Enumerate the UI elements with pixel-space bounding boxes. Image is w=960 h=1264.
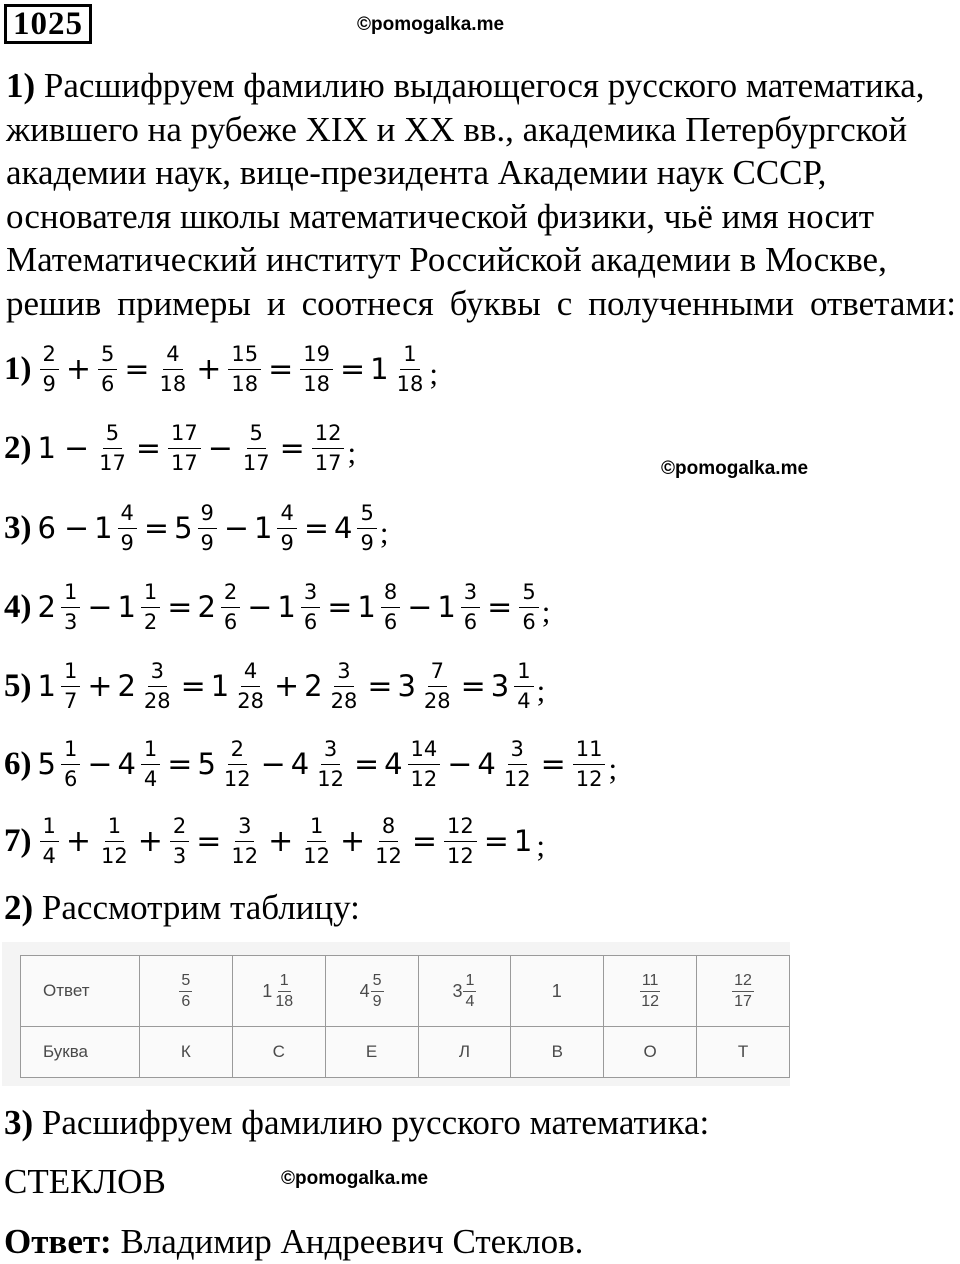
table-cell-answer bbox=[697, 956, 790, 1027]
operator: = bbox=[196, 823, 222, 859]
operator: + bbox=[196, 351, 222, 387]
table-cell-letter: К bbox=[139, 1027, 232, 1078]
equation-end: ; bbox=[536, 828, 545, 863]
operator: = bbox=[540, 746, 566, 782]
fraction-denominator: 18 bbox=[396, 371, 424, 396]
operator: − bbox=[407, 589, 433, 625]
fraction-denominator: 12 bbox=[447, 843, 474, 868]
fraction-denominator: 12 bbox=[317, 766, 344, 791]
fraction-denominator: 4 bbox=[465, 992, 475, 1010]
fraction-denominator: 18 bbox=[231, 371, 259, 396]
part2-label: 2) bbox=[4, 888, 34, 927]
fraction-numerator: 5 bbox=[247, 421, 266, 449]
fraction-numerator: 3 bbox=[334, 659, 353, 687]
fraction-denominator: 12 bbox=[503, 766, 531, 791]
intro-line: жившего на рубеже XIX и XX вв., академика Петербургской bbox=[6, 109, 908, 149]
fraction-denominator: 6 bbox=[463, 609, 478, 634]
problem-number: 1025 bbox=[4, 4, 92, 44]
whole-number: 2 bbox=[117, 669, 136, 703]
fraction-numerator: 5 bbox=[357, 501, 376, 529]
fraction bbox=[221, 737, 254, 792]
operator: = bbox=[124, 351, 150, 387]
fraction bbox=[328, 659, 361, 714]
answer-fraction bbox=[463, 972, 476, 1011]
operator: = bbox=[167, 589, 193, 625]
fraction-denominator: 3 bbox=[172, 843, 187, 868]
operator: = bbox=[268, 351, 294, 387]
answer-fraction bbox=[273, 972, 295, 1011]
equation-number: 5) bbox=[4, 667, 32, 704]
intro-line: Математический институт Российской академии в Москве, bbox=[6, 240, 887, 279]
table-cell-letter: Л bbox=[418, 1027, 511, 1078]
fraction-denominator: 12 bbox=[410, 766, 438, 791]
fraction-denominator: 17 bbox=[242, 450, 270, 475]
fraction-denominator: 3 bbox=[63, 609, 78, 634]
fraction bbox=[61, 737, 80, 792]
fraction-denominator: 6 bbox=[181, 992, 191, 1010]
operator: − bbox=[260, 746, 286, 782]
fraction-numerator: 3 bbox=[148, 659, 167, 687]
fraction-numerator: 17 bbox=[168, 421, 201, 449]
fraction-numerator: 1 bbox=[61, 737, 80, 765]
fraction-denominator: 17 bbox=[734, 992, 752, 1010]
answer-fraction bbox=[732, 972, 754, 1011]
fraction-denominator: 12 bbox=[641, 992, 660, 1010]
table-cell-letter: О bbox=[604, 1027, 697, 1078]
fraction bbox=[98, 342, 117, 397]
watermark-bottom: ©pomogalka.me bbox=[281, 1168, 429, 1189]
intro-line-text: Расшифруем фамилию выдающегося русского математика, bbox=[43, 66, 925, 105]
whole-number: 4 bbox=[334, 511, 353, 545]
fraction-denominator: 28 bbox=[237, 688, 264, 713]
fraction-numerator: 12 bbox=[732, 972, 754, 992]
fraction bbox=[98, 814, 131, 869]
operator: = bbox=[167, 746, 193, 782]
equation-end: ; bbox=[608, 751, 618, 786]
fraction bbox=[141, 580, 160, 635]
operator: + bbox=[273, 668, 300, 704]
fraction-numerator: 1 bbox=[141, 580, 160, 608]
whole-number: 5 bbox=[174, 511, 193, 545]
fraction-numerator: 1 bbox=[40, 814, 59, 842]
fraction bbox=[277, 501, 296, 556]
operator: − bbox=[87, 589, 113, 625]
equation-math bbox=[38, 659, 536, 714]
fraction-denominator: 12 bbox=[231, 843, 259, 868]
whole-number: 4 bbox=[384, 747, 403, 781]
fraction bbox=[234, 659, 267, 714]
equation-3 bbox=[4, 493, 388, 563]
equation-number: 6) bbox=[4, 745, 32, 782]
equation-number: 4) bbox=[4, 588, 32, 625]
equation-math bbox=[38, 421, 347, 476]
fraction-denominator: 6 bbox=[303, 609, 318, 634]
operator: = bbox=[279, 430, 305, 466]
fraction-numerator: 11 bbox=[640, 972, 661, 992]
part3-label: 3) bbox=[4, 1103, 34, 1142]
equation-end: ; bbox=[429, 356, 438, 391]
fraction bbox=[501, 737, 534, 792]
fraction bbox=[228, 342, 261, 397]
operator: − bbox=[63, 510, 90, 546]
fraction-denominator: 9 bbox=[360, 530, 374, 555]
table-cell-letter: В bbox=[511, 1027, 604, 1078]
operator: = bbox=[180, 668, 206, 704]
equation-1 bbox=[4, 334, 438, 404]
fraction-numerator: 1 bbox=[307, 814, 326, 842]
equation-number: 1) bbox=[4, 350, 32, 387]
operator: = bbox=[460, 668, 486, 704]
operator: = bbox=[367, 668, 393, 704]
fraction-denominator: 12 bbox=[375, 843, 402, 868]
whole-number: 1 bbox=[370, 352, 389, 386]
answer-whole: 4 bbox=[359, 980, 370, 1001]
fraction-numerator: 4 bbox=[277, 501, 296, 529]
equation-math bbox=[38, 580, 541, 635]
whole-number: 4 bbox=[290, 747, 310, 781]
fraction bbox=[40, 814, 59, 869]
operator: + bbox=[65, 823, 92, 859]
answer-whole: 1 bbox=[551, 980, 562, 1001]
fraction bbox=[394, 342, 427, 397]
operator: − bbox=[207, 430, 233, 466]
answer-label: Ответ: bbox=[4, 1222, 112, 1261]
whole-number: 2 bbox=[197, 590, 216, 624]
whole-number: 1 bbox=[210, 669, 230, 703]
fraction-numerator: 5 bbox=[371, 972, 384, 992]
fraction-denominator: 7 bbox=[63, 688, 78, 713]
whole-number: 2 bbox=[37, 590, 56, 624]
operator: + bbox=[87, 668, 113, 704]
fraction bbox=[573, 737, 606, 792]
fraction-numerator: 3 bbox=[235, 814, 254, 842]
equation-5 bbox=[4, 651, 545, 721]
operator: = bbox=[483, 823, 509, 859]
fraction bbox=[141, 659, 174, 714]
equation-math bbox=[38, 501, 379, 556]
fraction bbox=[381, 580, 400, 635]
operator: = bbox=[340, 351, 366, 387]
fraction bbox=[168, 421, 201, 476]
fraction-numerator: 3 bbox=[461, 580, 480, 608]
fraction bbox=[170, 814, 189, 869]
fraction bbox=[40, 342, 59, 397]
equation-number: 3) bbox=[4, 509, 32, 546]
fraction-numerator: 8 bbox=[381, 580, 400, 608]
fraction-denominator: 4 bbox=[42, 843, 56, 868]
table-header-answer: Ответ bbox=[21, 956, 140, 1027]
fraction-numerator: 5 bbox=[519, 580, 538, 608]
fraction bbox=[157, 342, 190, 397]
fraction-numerator: 5 bbox=[179, 972, 192, 992]
equation-end: ; bbox=[541, 594, 551, 629]
fraction-denominator: 9 bbox=[200, 530, 214, 555]
fraction bbox=[519, 580, 538, 635]
equation-number: 7) bbox=[4, 822, 32, 859]
fraction-denominator: 9 bbox=[372, 992, 382, 1010]
fraction-numerator: 5 bbox=[103, 421, 122, 449]
fraction-denominator: 9 bbox=[280, 530, 294, 555]
table-cell-letter: Е bbox=[325, 1027, 418, 1078]
fraction-numerator: 1 bbox=[514, 659, 533, 687]
part1-label: 1) bbox=[6, 66, 36, 105]
fraction-denominator: 6 bbox=[101, 371, 115, 396]
fraction-numerator: 12 bbox=[312, 421, 345, 449]
surname: СТЕКЛОВ bbox=[4, 1162, 166, 1201]
intro-line: решив примеры и соотнеся буквы с полученными ответами: bbox=[6, 283, 956, 323]
fraction bbox=[444, 814, 477, 869]
fraction-denominator: 4 bbox=[517, 688, 531, 713]
table-cell-letter: С bbox=[232, 1027, 325, 1078]
fraction-denominator: 17 bbox=[99, 450, 126, 475]
fraction bbox=[408, 737, 441, 792]
fraction bbox=[61, 580, 80, 635]
answer-fraction bbox=[639, 972, 661, 1011]
fraction-numerator: 19 bbox=[300, 342, 333, 370]
fraction-numerator: 4 bbox=[118, 501, 137, 529]
operator: − bbox=[87, 746, 113, 782]
whole-number: 5 bbox=[37, 747, 56, 781]
fraction bbox=[421, 659, 454, 714]
part1-intro bbox=[6, 64, 956, 325]
equation-6 bbox=[4, 729, 617, 799]
operator: + bbox=[268, 823, 294, 859]
table-cell-letter: Т bbox=[697, 1027, 790, 1078]
answer-whole: 1 bbox=[262, 980, 273, 1001]
intro-line: академии наук, вице-президента Академии наук СССР, bbox=[6, 153, 827, 192]
fraction-denominator: 12 bbox=[101, 843, 128, 868]
fraction-numerator: 12 bbox=[444, 814, 477, 842]
whole-number: 1 bbox=[254, 511, 273, 545]
operator: = bbox=[411, 823, 438, 859]
fraction bbox=[312, 421, 345, 476]
intro-line: основателя школы математической физики, чьё имя носит bbox=[6, 196, 875, 236]
table-cell-answer bbox=[139, 956, 232, 1027]
whole-number: 1 bbox=[94, 511, 113, 545]
fraction-denominator: 17 bbox=[170, 450, 198, 475]
part2-text: Рассмотрим таблицу: bbox=[41, 888, 360, 927]
fraction bbox=[228, 814, 261, 869]
table-cell-answer bbox=[604, 956, 697, 1027]
operator: = bbox=[327, 589, 353, 625]
answer-fraction bbox=[371, 972, 384, 1011]
equation-end: ; bbox=[536, 673, 546, 708]
whole-number: 4 bbox=[477, 747, 496, 781]
fraction-numerator: 1 bbox=[400, 342, 419, 370]
answer-table bbox=[20, 955, 790, 1078]
equation-math bbox=[38, 737, 608, 792]
fraction bbox=[357, 501, 376, 556]
whole-number: 1 bbox=[437, 590, 456, 624]
equation-4 bbox=[4, 572, 550, 642]
part3-text: Расшифруем фамилию русского математика: bbox=[41, 1103, 710, 1142]
fraction-denominator: 28 bbox=[143, 688, 171, 713]
operator: = bbox=[135, 430, 161, 466]
operator: − bbox=[223, 510, 250, 546]
fraction-numerator: 2 bbox=[221, 580, 240, 608]
fraction-denominator: 9 bbox=[120, 530, 134, 555]
intro-line bbox=[6, 64, 956, 108]
part2-line bbox=[4, 888, 360, 928]
fraction-numerator: 3 bbox=[508, 737, 527, 765]
operator: = bbox=[143, 510, 170, 546]
table-cell-answer bbox=[325, 956, 418, 1027]
fraction-numerator: 1 bbox=[105, 814, 124, 842]
fraction-numerator: 14 bbox=[408, 737, 441, 765]
table-cell-answer bbox=[232, 956, 325, 1027]
fraction-numerator: 4 bbox=[241, 659, 260, 687]
equation-number: 2) bbox=[4, 429, 32, 466]
answer-text: Владимир Андреевич Стеклов. bbox=[120, 1222, 584, 1261]
whole-number: 6 bbox=[37, 511, 56, 545]
whole-number: 4 bbox=[117, 747, 136, 781]
operator: − bbox=[63, 430, 90, 466]
part3-line bbox=[4, 1103, 709, 1143]
answer-line bbox=[4, 1222, 583, 1262]
fraction bbox=[461, 580, 480, 635]
whole-number: 1 bbox=[513, 824, 533, 858]
fraction-denominator: 12 bbox=[303, 843, 331, 868]
fraction-numerator: 5 bbox=[98, 342, 117, 370]
fraction-denominator: 17 bbox=[314, 450, 342, 475]
fraction-numerator: 1 bbox=[61, 580, 80, 608]
equation-7 bbox=[4, 806, 545, 876]
fraction-denominator: 6 bbox=[522, 609, 536, 634]
fraction-denominator: 18 bbox=[159, 371, 187, 396]
fraction-numerator: 4 bbox=[163, 342, 182, 370]
fraction bbox=[240, 421, 273, 476]
fraction-denominator: 18 bbox=[275, 992, 294, 1010]
equation-2 bbox=[4, 413, 356, 483]
whole-number: 2 bbox=[304, 669, 323, 703]
equation-end: ; bbox=[379, 515, 389, 550]
answer-fraction bbox=[179, 972, 192, 1011]
fraction-denominator: 2 bbox=[143, 609, 158, 634]
operator: + bbox=[340, 823, 366, 859]
watermark-middle: ©pomogalka.me bbox=[661, 458, 809, 479]
fraction-denominator: 4 bbox=[143, 766, 158, 791]
fraction bbox=[61, 659, 80, 714]
fraction bbox=[221, 580, 240, 635]
fraction-denominator: 12 bbox=[223, 766, 251, 791]
table-row-answers bbox=[21, 956, 790, 1027]
fraction-denominator: 28 bbox=[330, 688, 358, 713]
operator: = bbox=[487, 589, 513, 625]
fraction-numerator: 9 bbox=[198, 501, 217, 529]
fraction-denominator: 6 bbox=[383, 609, 398, 634]
answer-whole: 3 bbox=[452, 980, 463, 1001]
table-row-letters bbox=[21, 1027, 790, 1078]
operator: = bbox=[303, 510, 329, 546]
fraction-numerator: 1 bbox=[141, 737, 160, 765]
operator: − bbox=[247, 589, 273, 625]
fraction bbox=[118, 501, 137, 556]
whole-number: 1 bbox=[37, 669, 56, 703]
fraction bbox=[198, 501, 217, 556]
whole-number: 1 bbox=[117, 590, 136, 624]
fraction-denominator: 18 bbox=[303, 371, 331, 396]
equation-math bbox=[38, 814, 536, 869]
operator: + bbox=[65, 351, 92, 387]
fraction bbox=[314, 737, 347, 792]
equation-math bbox=[38, 342, 429, 397]
fraction-numerator: 1 bbox=[61, 659, 80, 687]
fraction bbox=[301, 580, 320, 635]
operator: = bbox=[353, 746, 380, 782]
table-cell-answer bbox=[511, 956, 604, 1027]
fraction-numerator: 8 bbox=[379, 814, 398, 842]
fraction bbox=[141, 737, 160, 792]
fraction-numerator: 2 bbox=[170, 814, 189, 842]
fraction-denominator: 6 bbox=[63, 766, 78, 791]
watermark-top: ©pomogalka.me bbox=[357, 14, 505, 35]
whole-number: 1 bbox=[277, 590, 296, 624]
fraction-numerator: 3 bbox=[321, 737, 340, 765]
answer-table-image bbox=[2, 942, 790, 1086]
fraction-numerator: 11 bbox=[573, 737, 606, 765]
whole-number: 5 bbox=[197, 747, 216, 781]
whole-number: 1 bbox=[357, 590, 376, 624]
fraction-numerator: 2 bbox=[40, 342, 59, 370]
fraction bbox=[300, 342, 333, 397]
fraction-numerator: 7 bbox=[428, 659, 447, 687]
fraction bbox=[300, 814, 333, 869]
fraction-numerator: 1 bbox=[278, 972, 291, 992]
fraction-numerator: 3 bbox=[301, 580, 320, 608]
operator: − bbox=[447, 746, 473, 782]
table-header-letter: Буква bbox=[21, 1027, 140, 1078]
whole-number: 1 bbox=[37, 431, 56, 465]
whole-number: 3 bbox=[490, 669, 510, 703]
table-cell-answer bbox=[418, 956, 511, 1027]
whole-number: 3 bbox=[397, 669, 416, 703]
fraction-numerator: 1 bbox=[463, 972, 476, 992]
operator: + bbox=[137, 823, 163, 859]
fraction-denominator: 9 bbox=[42, 371, 56, 396]
fraction-denominator: 28 bbox=[423, 688, 451, 713]
fraction-numerator: 2 bbox=[228, 737, 247, 765]
fraction bbox=[514, 659, 533, 714]
fraction-denominator: 6 bbox=[223, 609, 238, 634]
fraction bbox=[96, 421, 129, 476]
fraction bbox=[372, 814, 405, 869]
fraction-numerator: 15 bbox=[228, 342, 261, 370]
equation-end: ; bbox=[347, 435, 357, 470]
fraction-denominator: 12 bbox=[575, 766, 603, 791]
